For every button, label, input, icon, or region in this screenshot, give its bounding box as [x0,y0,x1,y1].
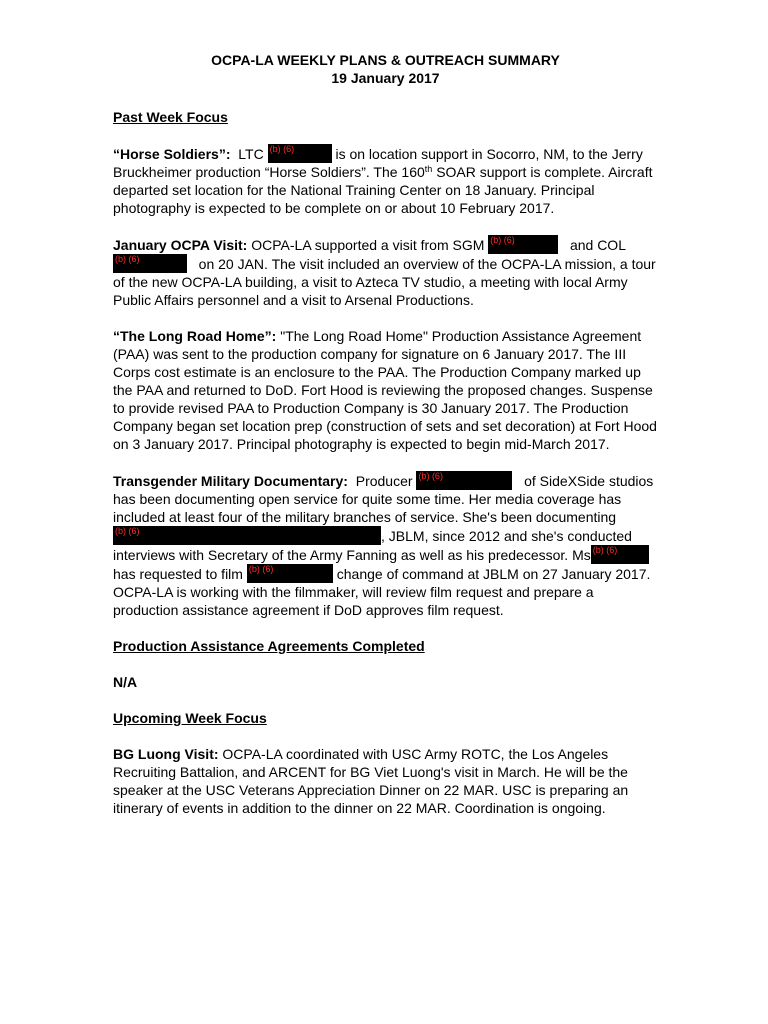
paragraph-long-road-home [113,327,658,453]
redaction-box [268,144,332,163]
document-page [113,51,658,817]
paragraph-text: Producer [355,473,413,489]
paragraph-text: on 20 JAN. The visit included an overview of the OCPA-LA mission, a tour of the new OCPA-LA building, a visit to Azteca TV studio, a meeting with local Army Public Affairs personnel and a visit to Arsenal Productions. [113,256,656,308]
redaction-code: (b) (6) [269,144,295,154]
paragraph-label: “The Long Road Home”: [113,328,277,344]
paragraph-text: "The Long Road Home" Production Assistance Agreement (PAA) was sent to the production company for signature on 6 January 2017. The III Corps cost estimate is an enclosure to the PAA. The Production Company marked up the PAA and returned to DoD. Fort Hood is reviewing the proposed changes. Suspense to provide revised PAA to Production Company is 30 January 2017. The Production Company began set location prep (construction of sets and set decoration) at Fort Hood on 3 January 2017. Principal photography is expected to begin mid-March 2017. [113,328,657,452]
ordinal-suffix: th [424,164,433,174]
paragraph-bg-luong-visit [113,745,658,817]
redaction-code: (b) (6) [115,254,140,264]
redaction-code: (b) (6) [490,235,515,245]
redaction-code: (b) (6) [248,564,274,574]
paragraph-text: has requested to film [113,566,243,582]
paragraph-text: change of command at JBLM on 27 January 2017. OCPA-LA is working with the filmmaker, will review film request and prepare a production assistance agreement if DoD approves film request. [113,566,651,618]
paragraph-text: LTC [238,146,264,162]
redaction-box [113,254,187,273]
redaction-box [591,545,649,564]
paragraph-text: SOAR support is complete. Aircraft departed set location for the National Training Center on 18 January. Principal photography is expected to be complete on or about 10 February 2017. [113,164,653,216]
paragraph-text: of SideXSide studios has been documenting open service for quite some time. Her media coverage has included at least four of the military branches of service. She's been documenting [113,473,654,525]
paragraph-label: “Horse Soldiers”: [113,146,231,162]
document-date: 19 January 2017 [331,70,440,86]
paragraph-text: OCPA-LA supported a visit from SGM [251,237,485,253]
section-heading-upcoming-week: Upcoming Week Focus [113,710,267,726]
section-heading-paa-completed: Production Assistance Agreements Completed [113,638,425,654]
paragraph-january-visit [113,235,658,309]
redaction-box [247,564,333,583]
paragraph-label: BG Luong Visit: [113,746,219,762]
redaction-box [416,471,512,490]
document-title: OCPA-LA WEEKLY PLANS & OUTREACH SUMMARY [211,52,560,68]
paragraph-label: Transgender Military Documentary: [113,473,348,489]
paragraph-text: and COL [569,237,626,253]
paragraph-horse-soldiers [113,144,658,217]
redaction-code: (b) (6) [115,526,140,536]
paragraph-text: OCPA-LA coordinated with USC Army ROTC, the Los Angeles Recruiting Battalion, and ARCENT for BG Viet Luong's visit in March. He will be the speaker at the USC Veterans Appreciation Dinner on 22 MAR. USC is preparing an itinerary of events in addition to the dinner on 22 MAR. Coordination is ongoing. [113,746,629,816]
paa-completed-value: N/A [113,674,138,690]
redaction-code: (b) (6) [418,471,443,481]
redaction-box [113,526,381,545]
redaction-code: (b) (6) [592,545,618,555]
redaction-box [488,235,558,254]
paragraph-label: January OCPA Visit: [113,237,248,253]
paragraph-transgender-documentary [113,471,658,619]
paragraph-text: is on location support in Socorro, NM, to the Jerry Bruckheimer production “Horse Soldiers”. The 160 [113,146,643,180]
section-heading-past-week: Past Week Focus [113,109,228,125]
paragraph-text: , JBLM, since 2012 and she's conducted interviews with Secretary of the Army Fanning as well as his predecessor. Ms [113,528,632,563]
